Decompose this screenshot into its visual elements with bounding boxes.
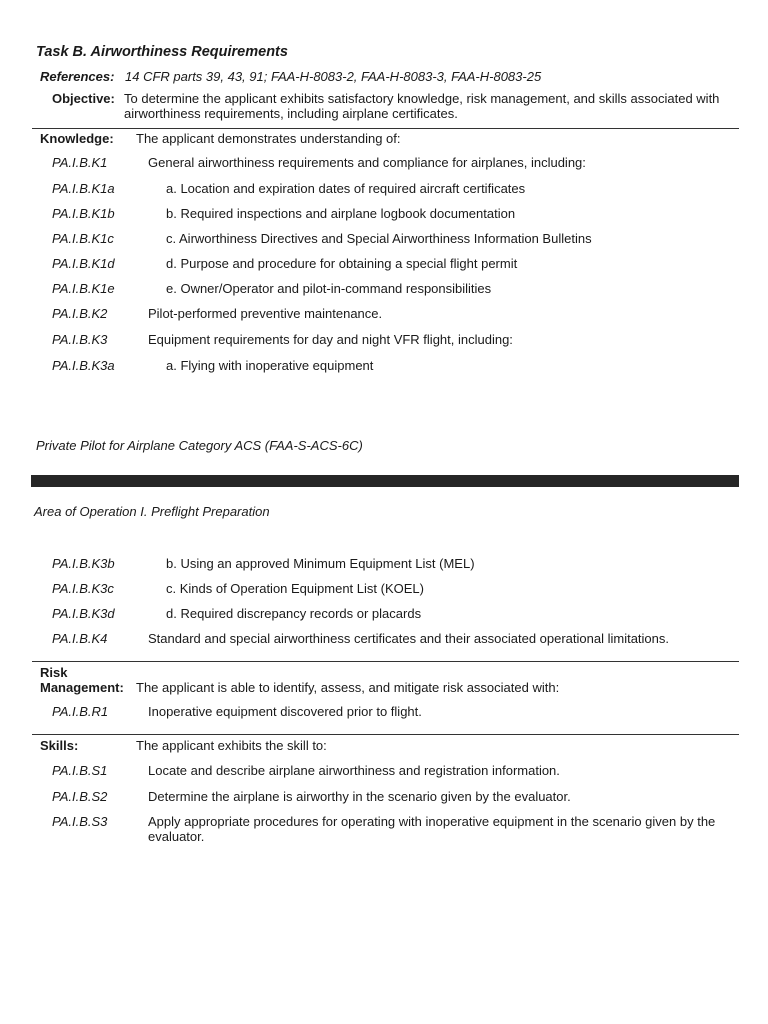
- element-text: d. Purpose and procedure for obtaining a special flight permit: [166, 256, 518, 271]
- skills-intro: The applicant exhibits the skill to:: [136, 738, 327, 753]
- element-text: Standard and special airworthiness certificates and their associated operational limitations.: [148, 631, 670, 646]
- references-text: 14 CFR parts 39, 43, 91; FAA-H-8083-2, FAA-H-8083-3, FAA-H-8083-25: [125, 69, 542, 84]
- element-code: PA.I.B.K1d: [52, 256, 115, 271]
- element-text: c. Kinds of Operation Equipment List (KOEL): [166, 581, 424, 596]
- element-text: Inoperative equipment discovered prior to flight.: [148, 704, 422, 719]
- element-code: PA.I.B.K3b: [52, 556, 115, 571]
- element-code: PA.I.B.K1b: [52, 206, 115, 221]
- section-divider: [32, 128, 739, 129]
- element-text: Apply appropriate procedures for operating with inoperative equipment in the scenario given by the: [148, 814, 716, 829]
- element-code: PA.I.B.K3d: [52, 606, 115, 621]
- element-code: PA.I.B.K2: [52, 306, 108, 321]
- element-text: Locate and describe airplane airworthiness and registration information.: [148, 763, 560, 778]
- page-footer: Private Pilot for Airplane Category ACS (FAA-S-ACS-6C): [36, 438, 363, 453]
- element-text: a. Flying with inoperative equipment: [166, 358, 374, 373]
- element-code: PA.I.B.K1c: [52, 231, 114, 246]
- knowledge-intro: The applicant demonstrates understanding of:: [136, 131, 401, 146]
- element-code: PA.I.B.S3: [52, 814, 108, 829]
- page-break-bar: [31, 475, 739, 487]
- element-code: PA.I.B.K1a: [52, 181, 115, 196]
- references-label: References:: [40, 69, 115, 84]
- risk-intro: The applicant is able to identify, assess, and mitigate risk associated with:: [136, 680, 560, 695]
- risk-label-line1: Risk: [40, 665, 68, 680]
- element-text: Determine the airplane is airworthy in the scenario given by the evaluator.: [148, 789, 571, 804]
- element-text: b. Using an approved Minimum Equipment List (MEL): [166, 556, 475, 571]
- element-text: a. Location and expiration dates of required aircraft certificates: [166, 181, 526, 196]
- section-divider: [32, 661, 739, 662]
- element-code: PA.I.B.K3: [52, 332, 108, 347]
- element-text: General airworthiness requirements and compliance for airplanes, including:: [148, 155, 586, 170]
- objective-text: To determine the applicant exhibits satisfactory knowledge, risk management, and skills associated with airworthiness requirements, including airplane certificates.: [124, 91, 720, 121]
- element-code: PA.I.B.R1: [52, 704, 109, 719]
- page-header: Area of Operation I. Preflight Preparation: [34, 504, 270, 519]
- element-text: c. Airworthiness Directives and Special Airworthiness Information Bulletins: [166, 231, 592, 246]
- objective-label: Objective:: [52, 91, 115, 106]
- task-title: Task B. Airworthiness Requirements: [36, 44, 288, 60]
- element-text: Pilot-performed preventive maintenance.: [148, 306, 383, 321]
- section-divider: [32, 734, 739, 735]
- element-code: PA.I.B.K3a: [52, 358, 115, 373]
- element-code: PA.I.B.K3c: [52, 581, 114, 596]
- element-text: b. Required inspections and airplane logbook documentation: [166, 206, 516, 221]
- element-code: PA.I.B.S2: [52, 789, 108, 804]
- element-code: PA.I.B.S1: [52, 763, 108, 778]
- element-text: d. Required discrepancy records or placards: [166, 606, 422, 621]
- risk-label-line2: Management:: [40, 680, 124, 695]
- element-code: PA.I.B.K1: [52, 155, 108, 170]
- skills-label: Skills:: [40, 738, 79, 753]
- element-text: e. Owner/Operator and pilot-in-command responsibilities: [166, 281, 492, 296]
- element-code: PA.I.B.K4: [52, 631, 108, 646]
- element-text: Equipment requirements for day and night VFR flight, including:: [148, 332, 513, 347]
- knowledge-label: Knowledge:: [40, 131, 114, 146]
- element-text-continued: evaluator.: [148, 829, 205, 844]
- element-code: PA.I.B.K1e: [52, 281, 115, 296]
